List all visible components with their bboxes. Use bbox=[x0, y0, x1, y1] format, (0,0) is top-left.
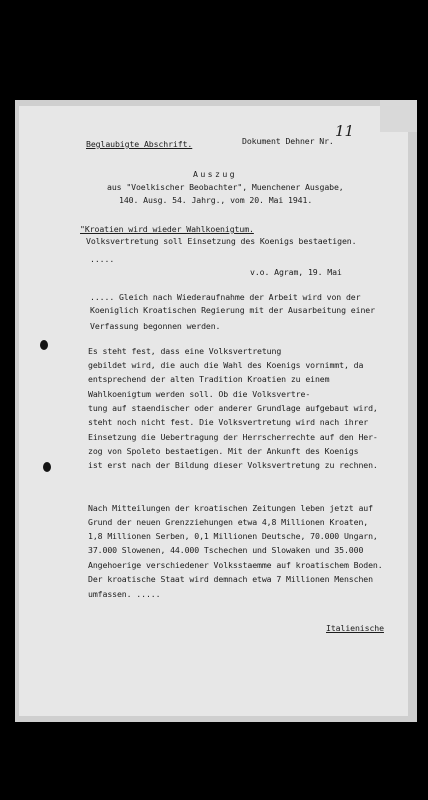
paragraph-3-line: Angehoerige verschiedener Volksstaemme auf kroatischem Boden. bbox=[88, 560, 383, 570]
paragraph-1-line: Koeniglich Kroatischen Regierung mit der Ausarbeitung einer bbox=[90, 305, 375, 315]
paragraph-2-line: Wahlkoenigtum werden soll. Ob die Volksvertre- bbox=[88, 389, 311, 399]
paragraph-3-line: 37.000 Slowenen, 44.000 Tschechen und Slowaken und 35.000 bbox=[88, 545, 364, 555]
ellipsis: ..... bbox=[90, 254, 115, 264]
source-line-2: 140. Ausg. 54. Jahrg., vom 20. Mai 1941. bbox=[119, 195, 313, 205]
source-line-1: aus "Voelkischer Beobachter", Muenchener Ausgabe, bbox=[107, 182, 344, 192]
paragraph-1-line: ..... Gleich nach Wiederaufnahme der Arbeit wird von der bbox=[90, 292, 361, 302]
paragraph-3-line: 1,8 Millionen Serben, 0,1 Millionen Deutsche, 70.000 Ungarn, bbox=[88, 531, 378, 541]
article-subheadline: Volksvertretung soll Einsetzung des Koenigs bestaetigen. bbox=[86, 236, 357, 246]
paragraph-2-line: ist erst nach der Bildung dieser Volksvertretung zu rechnen. bbox=[88, 460, 378, 470]
article-headline: "Kroatien wird wieder Wahlkoenigtum. bbox=[80, 224, 254, 234]
header-document-number: 11 bbox=[335, 122, 354, 140]
paragraph-3-line: Nach Mitteilungen der kroatischen Zeitungen leben jetzt auf bbox=[88, 503, 373, 513]
paragraph-3-line: umfassen. ..... bbox=[88, 589, 161, 599]
paragraph-2-line: Einsetzung die Uebertragung der Herrscherrechte auf den Her- bbox=[88, 432, 378, 442]
header-document-label: Dokument Dehner Nr. bbox=[242, 136, 334, 146]
continuation-catchword: Italienische bbox=[326, 623, 384, 633]
paragraph-2-line: tung auf staendischer oder anderer Grundlage aufgebaut wird, bbox=[88, 403, 378, 413]
paragraph-2-line: zog von Spoleto bestaetigen. Mit der Ankunft des Koenigs bbox=[88, 446, 359, 456]
paragraph-2-line: steht noch nicht fest. Die Volksvertretung wird nach ihrer bbox=[88, 417, 369, 427]
header-certified-copy: Beglaubigte Abschrift. bbox=[86, 139, 193, 149]
paragraph-3-line: Der kroatische Staat wird demnach etwa 7 Millionen Menschen bbox=[88, 574, 373, 584]
document-heading: Auszug bbox=[193, 169, 237, 179]
paragraph-1-line: Verfassung begonnen werden. bbox=[90, 321, 221, 331]
dateline: v.o. Agram, 19. Mai bbox=[250, 267, 342, 277]
paragraph-2-line: gebildet wird, die auch die Wahl des Koenigs vornimmt, da bbox=[88, 360, 364, 370]
paragraph-2-line: Es steht fest, dass eine Volksvertretung bbox=[88, 346, 282, 356]
paragraph-3-line: Grund der neuen Grenzziehungen etwa 4,8 Millionen Kroaten, bbox=[88, 517, 369, 527]
paragraph-2-line: entsprechend der alten Tradition Kroatien zu einem bbox=[88, 374, 330, 384]
